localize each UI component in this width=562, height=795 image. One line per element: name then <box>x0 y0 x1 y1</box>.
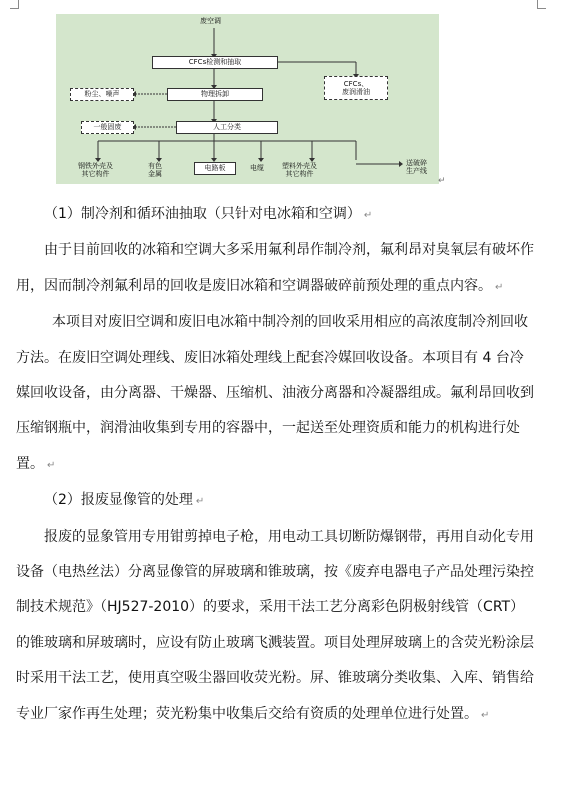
paragraph-freon-intro: 由于目前回收的冰箱和空调大多采用氟利昂作制冷剂，氟利昂对臭氧层有破坏作用，因而制冷剂氟利昂的回收是废旧冰箱和空调器破碎前预处理的重点内容。 ↵ <box>16 242 534 294</box>
solid-waste-box: 一般固废 <box>81 121 134 134</box>
output-steel: 钢铁外壳及 其它构件 <box>78 162 113 179</box>
cfcs-extract-box: CFCs检测和抽取 <box>152 56 278 69</box>
paragraph-crt-processing: 报废的显象管用专用钳剪掉电子枪，用电动工具切断防爆钢带，再用自动化专用设备（电热丝法）分离显像管的屏玻璃和锥玻璃，按《废弃电器电子产品处理污染控制技术规范》（HJ527-2010）的要求，采用干法工艺分离彩色阴极射线管（CRT）的锥玻璃和屏玻璃时，应设有防止玻璃飞溅装置。项目处理屏玻璃上的含荧光粉涂层时采用干法工艺，使用真空吸尘器回收荧光粉。屏、锥玻璃分类收集、入库、销售给专业厂家作再生处理；荧光粉集中收集后交给有资质的处理单位进行处置。 ↵ <box>16 528 534 722</box>
output-circuit-board: 电路板 <box>194 162 236 175</box>
top-node-label: 废空调 <box>200 17 221 25</box>
output-cable: 电缆 <box>250 164 264 172</box>
heading-crt-processing: （2）报废显像管的处理 ↵ <box>44 492 205 509</box>
heading-refrigerant-extraction: （1）制冷剂和循环油抽取（只针对电冰箱和空调） ↵ <box>44 206 373 222</box>
manual-sort-box: 人工分类 <box>176 121 278 134</box>
output-nonferrous: 有色 金属 <box>148 162 162 179</box>
paragraph-mark: ↵ <box>438 176 446 186</box>
output-plastic: 塑料外壳及 其它构件 <box>282 162 317 179</box>
page-corner-mark <box>537 0 546 9</box>
document-body <box>16 197 536 733</box>
dust-noise-box: 粉尘、噪声 <box>70 88 134 101</box>
cfcs-oil-output-box: CFCs、 废润滑油 <box>324 76 388 100</box>
paragraph-recovery-equipment: 本项目对废旧空调和废旧电冰箱中制冷剂的回收采用相应的高浓度制冷剂回收方法。在废旧空调处理线、废旧冰箱处理线上配套冷媒回收设备。本项目有 4 台冷媒回收设备，由分离器、干燥器、压缩机、油液分离器和冷凝器组成。氟利昂回收到压缩钢瓶中，润滑油收集到专用的容器中，一起送至处理资质和能力的机构进行处置。 ↵ <box>16 314 534 472</box>
physical-disassembly-box: 物理拆卸 <box>167 88 263 101</box>
page-corner-mark <box>10 0 19 9</box>
process-flow-diagram <box>56 14 439 184</box>
output-crushing-line: 送破碎 生产线 <box>406 159 427 176</box>
